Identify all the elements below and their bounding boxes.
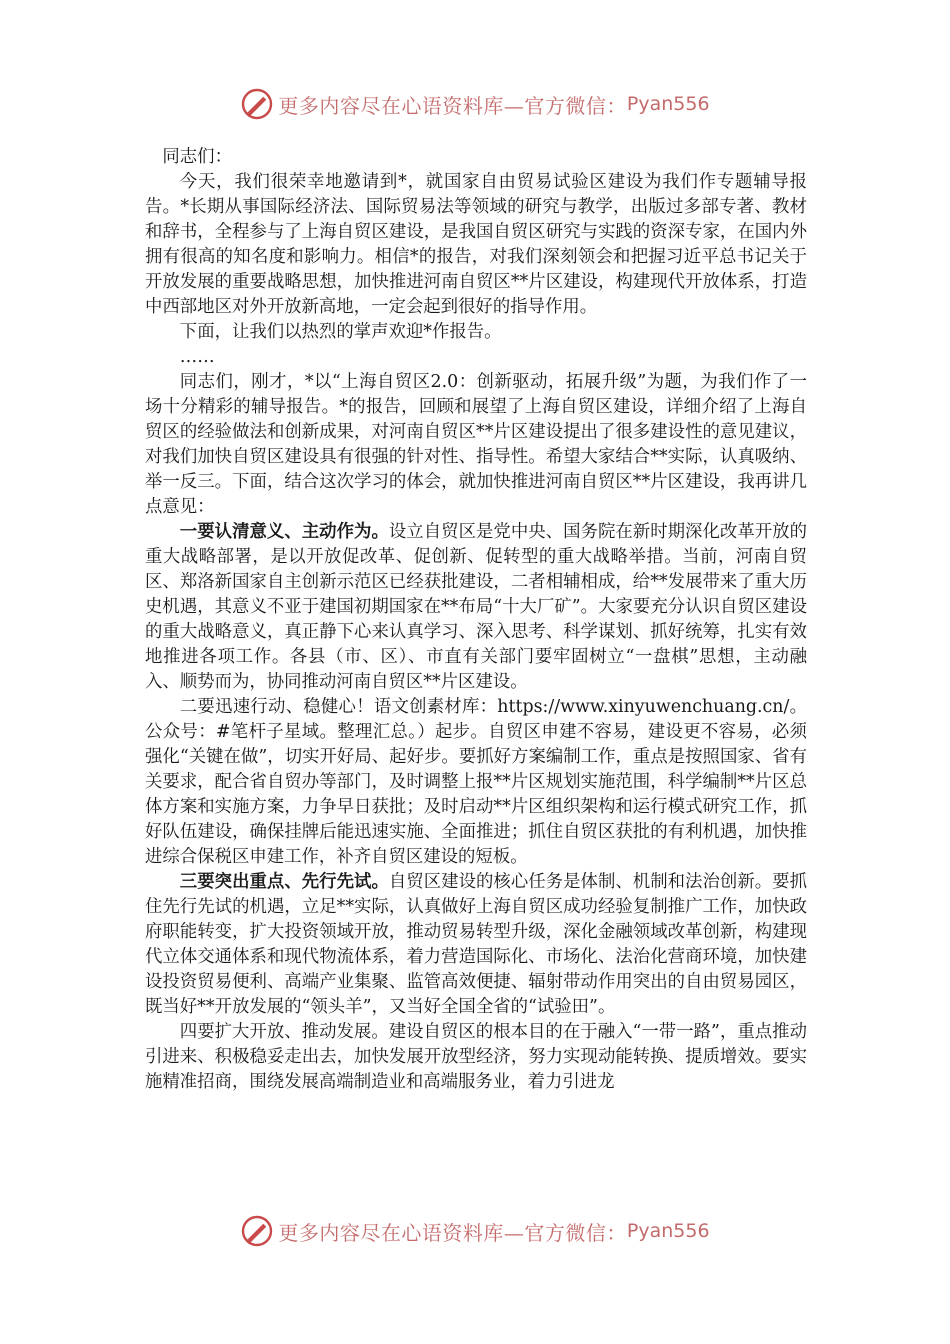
header-banner [0,84,950,124]
banner-wechat-id: Pyan556 [626,1220,710,1242]
paragraph-6-heading: 三要突出重点、先行先试。 [179,872,389,892]
banner-wechat-id: Pyan556 [626,93,710,115]
paragraph-4-text: 设立自贸区是党中央、国务院在新时期深化改革开放的重大战略部署，是以开放促改革、促创新、促转型的重大战略举措。当前，河南自贸区、郑洛新国家自主创新示范区已经获批建设，二者相辅相成，给**发展带来了重大历史机遇，其意义不亚于建国初期国家在**布局“十大厂矿”。大家要充分认识自贸区建设的重大战略意义，真正静下心来认真学习、深入思考、科学谋划、抓好统筹，扎实有效地推进各项工作。各县（市、区）、市直有关部门要牢固树立“一盘棋”思想，主动融入、顺势而为，协同推动河南自贸区**片区建设。 [145,522,807,692]
paragraph-3: 同志们，刚才，*以“上海自贸区2.0：创新驱动，拓展升级”为题，为我们作了一场十分精彩的辅导报告。*的报告，回顾和展望了上海自贸区建设，详细介绍了上海自贸区的经验做法和创新成果，对河南自贸区**片区建设提出了很多建设性的意见建议，对我们加快自贸区建设具有很强的针对性、指导性。希望大家结合**实际，认真吸纳、举一反三。下面，结合这次学习的体会，就加快推进河南自贸区**片区建设，我再讲几点意见： [145,372,807,517]
banner-text: 更多内容尽在心语资料库—官方微信： [278,93,627,118]
document-body [145,145,807,1095]
paragraph-7: 四要扩大开放、推动发展。建设自贸区的根本目的在于融入“一带一路”，重点推动引进来、积极稳妥走出去，加快发展开放型经济，努力实现动能转换、提质增效。要实施精准招商，围绕发展高端制造业和高端服务业，着力引进龙 [145,1022,807,1092]
ellipsis-line: …… [179,347,215,367]
paragraph-5: 二要迅速行动、稳健心！语文创素材库：https://www.xinyuwenchuang.cn/。公众号：#笔杆子星域。整理汇总。）起步。自贸区申建不容易，建设更不容易，必须强化“关键在做”，切实开好局、起好步。要抓好方案编制工作，重点是按照国家、省有关要求，配合省自贸办等部门，及时调整上报**片区规划实施范围，科学编制**片区总体方案和实施方案，力争早日获批；及时启动**片区组织架构和运行模式研究工作，抓好队伍建设，确保挂牌后能迅速实施、全面推进；抓住自贸区获批的有利机遇，加快推进综合保税区申建工作，补齐自贸区建设的短板。 [145,697,807,867]
paragraph-4 [145,520,807,695]
paragraph-2: 下面，让我们以热烈的掌声欢迎*作报告。 [179,322,502,342]
pen-logo-icon [240,87,274,121]
footer-banner [0,1211,950,1251]
paragraph-6 [145,870,807,1020]
salutation: 同志们： [162,147,232,167]
banner-text: 更多内容尽在心语资料库—官方微信： [278,1220,627,1245]
paragraph-4-heading: 一要认清意义、主动作为。 [179,522,389,542]
paragraph-1: 今天，我们很荣幸地邀请到*，就国家自由贸易试验区建设为我们作专题辅导报告。*长期从事国际经济法、国际贸易法等领域的研究与教学，出版过多部专著、教材和辞书，全程参与了上海自贸区建设，是我国自贸区研究与实践的资深专家，在国内外拥有很高的知名度和影响力。相信*的报告，对我们深刻领会和把握习近平总书记关于开放发展的重要战略思想，加快推进河南自贸区**片区建设，构建现代开放体系，打造中西部地区对外开放新高地，一定会起到很好的指导作用。 [145,172,807,317]
paragraph-6-text: 自贸区建设的核心任务是体制、机制和法治创新。要抓住先行先试的机遇，立足**实际，认真做好上海自贸区成功经验复制推广工作，加快政府职能转变，扩大投资领域开放，推动贸易转型升级，深化金融领域改革创新，构建现代立体交通体系和现代物流体系，着力营造国际化、市场化、法治化营商环境，加快建设投资贸易便利、高端产业集聚、监管高效便捷、辐射带动作用突出的自由贸易园区，既当好**开放发展的“领头羊”，又当好全国全省的“试验田”。 [145,872,807,1017]
pen-logo-icon [240,1214,274,1248]
